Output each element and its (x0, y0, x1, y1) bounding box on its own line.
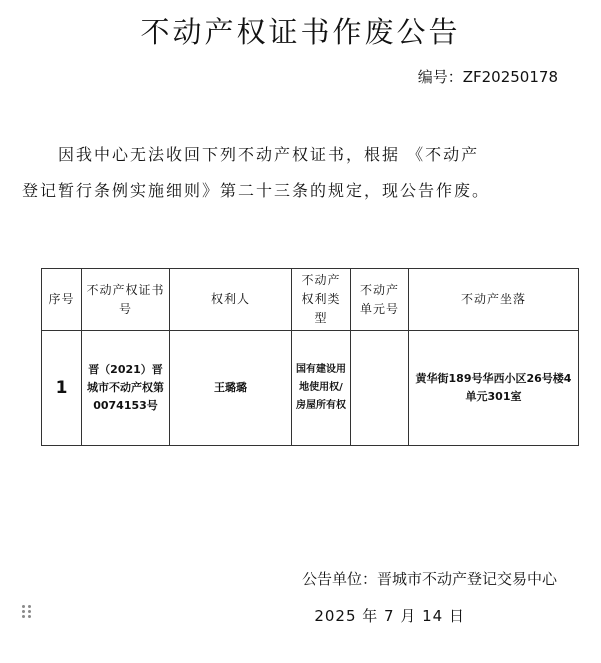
announcement-line-1: 因我中心无法收回下列不动产权证书，根据 《不动产 (58, 145, 480, 164)
cell-right-type: 国有建设用地使用权/房屋所有权 (292, 331, 351, 446)
handle-dot (28, 605, 31, 608)
header-holder: 权利人 (170, 269, 292, 331)
cell-location: 黄华街189号华西小区26号楼4单元301室 (409, 331, 579, 446)
cell-holder: 王璐璐 (170, 331, 292, 446)
header-unit-no: 不动产单元号 (351, 269, 409, 331)
handle-dot (28, 615, 31, 618)
document-number-value: ZF20250178 (462, 68, 558, 86)
cell-unit-no (351, 331, 409, 446)
certificate-table (41, 268, 579, 446)
table-row (42, 331, 579, 446)
header-cert-no: 不动产权证书号 (82, 269, 170, 331)
announcement-body (22, 137, 562, 209)
table-header-row (42, 269, 579, 331)
issuing-unit: 公告单位：晋城市不动产登记交易中心 (301, 570, 557, 588)
cell-cert-no: 晋（2021）晋城市不动产权第0074153号 (82, 331, 170, 446)
handle-dot (22, 610, 25, 613)
announcement-line-2: 登记暂行条例实施细则》第二十三条的规定，现公告作废。 (22, 181, 491, 200)
header-location: 不动产坐落 (409, 269, 579, 331)
announcement-date: 2025 年 7 月 14 日 (314, 607, 465, 625)
handle-dot (22, 615, 25, 618)
page-title: 不动产权证书作废公告 (140, 15, 461, 49)
document-number (418, 66, 558, 87)
handle-dot (28, 610, 31, 613)
cell-seq: 1 (42, 331, 82, 446)
header-seq: 序号 (42, 269, 82, 331)
drag-handle-icon[interactable] (22, 605, 32, 621)
header-right-type: 不动产权利类型 (292, 269, 351, 331)
document-number-label: 编号： (417, 68, 463, 86)
handle-dot (22, 605, 25, 608)
